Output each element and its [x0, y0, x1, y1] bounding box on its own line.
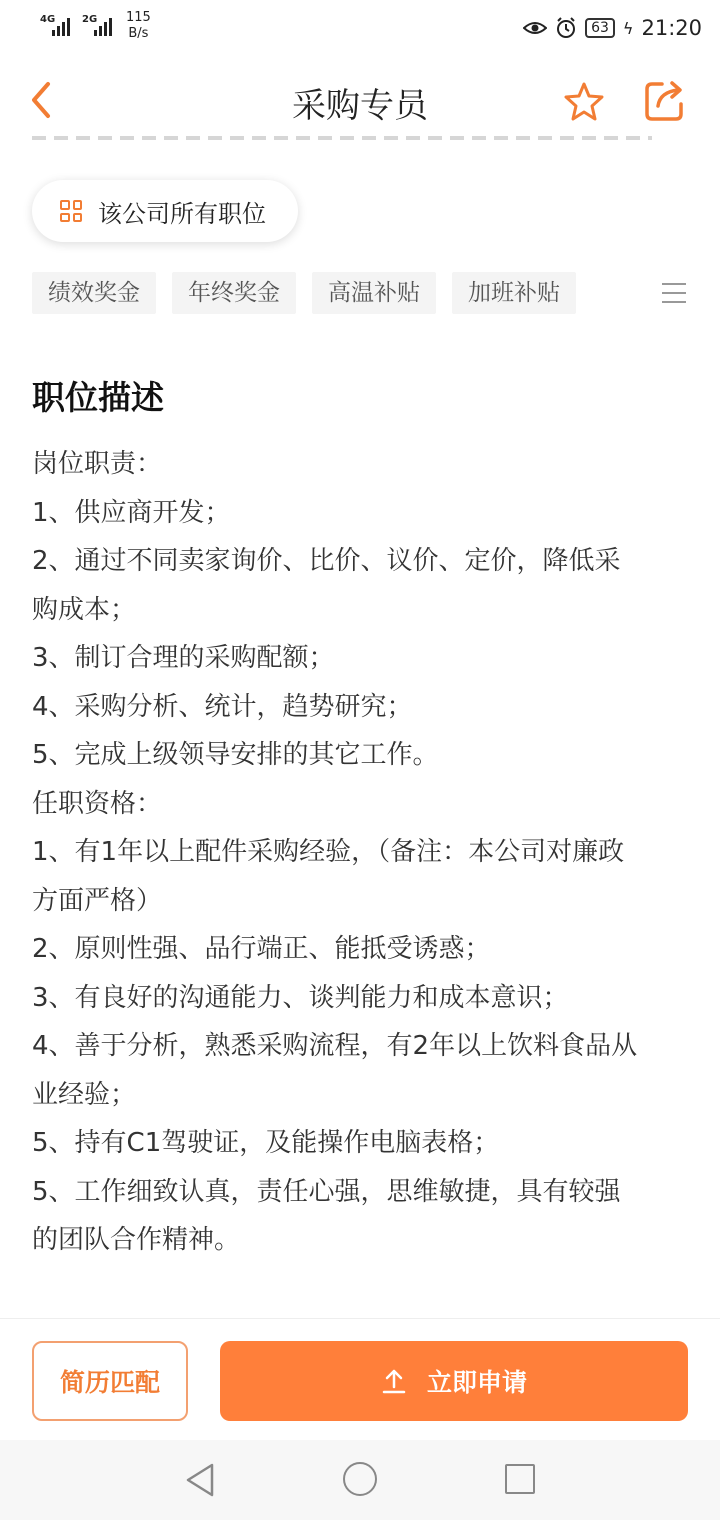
description-line: 4、采购分析、统计，趋势研究； — [32, 691, 413, 722]
description-line: 的团队合作精神。 — [32, 1225, 241, 1255]
nav-back-icon[interactable] — [184, 1462, 216, 1498]
benefit-tag: 加班补贴 — [452, 272, 576, 314]
apply-now-button[interactable] — [220, 1341, 688, 1421]
apply-now-label: 立即申请 — [426, 1368, 527, 1397]
nav-home-icon[interactable] — [343, 1462, 377, 1496]
description-line: 岗位职责： — [32, 449, 163, 479]
description-line: 5、持有C1驾驶证，及能操作电脑表格； — [32, 1128, 500, 1158]
description-line: 2、通过不同卖家询价、比价、议价、定价，降低采 — [32, 546, 621, 576]
all-company-jobs-label: 该公司所有职位 — [98, 199, 266, 228]
benefit-tags — [32, 272, 576, 314]
description-line: 2、原则性强、品行端正、能抵受诱惑； — [32, 934, 491, 964]
upload-icon — [381, 1367, 407, 1395]
clock: 21:20 — [641, 16, 702, 40]
benefit-tag: 高温补贴 — [312, 272, 436, 314]
description-line: 3、有良好的沟通能力、谈判能力和成本意识； — [32, 982, 569, 1013]
description-line: 5、工作细致认真，责任心强，思维敏捷，具有较强 — [32, 1176, 621, 1207]
job-description — [32, 440, 688, 1265]
description-line: 5、完成上级领导安排的其它工作。 — [32, 740, 439, 770]
star-outline-icon[interactable] — [562, 80, 606, 124]
description-line: 3、制订合理的采购配额； — [32, 643, 335, 673]
description-line: 1、供应商开发； — [32, 497, 231, 528]
description-line: 购成本； — [32, 594, 137, 625]
charging-icon: ϟ — [622, 18, 634, 38]
signal-bars-icon — [52, 16, 70, 36]
status-bar — [0, 0, 720, 56]
benefit-tag: 绩效奖金 — [32, 272, 156, 314]
description-line: 任职资格： — [32, 788, 163, 819]
eye-icon — [523, 20, 547, 36]
page-title: 采购专员 — [292, 86, 428, 126]
description-line: 业经验； — [32, 1079, 137, 1110]
share-icon[interactable] — [642, 78, 688, 124]
description-line: 方面严格） — [32, 885, 163, 916]
net-speed: 115 B/s — [126, 10, 151, 41]
bottom-action-bar — [0, 1318, 720, 1440]
menu-icon[interactable] — [662, 283, 686, 303]
grid-icon — [60, 200, 82, 222]
nav-recent-apps-icon[interactable] — [505, 1464, 535, 1494]
signal-4g-label: 4G — [40, 14, 56, 25]
all-company-jobs-button[interactable] — [32, 180, 298, 242]
battery-indicator: 63 — [585, 18, 615, 38]
benefit-tag: 年终奖金 — [172, 272, 296, 314]
description-line: 4、善于分析，熟悉采购流程，有2年以上饮料食品从 — [32, 1031, 638, 1061]
resume-match-button[interactable]: 简历匹配 — [32, 1341, 188, 1421]
section-title: 职位描述 — [32, 378, 164, 417]
signal-bars-icon — [94, 16, 112, 36]
alarm-icon — [555, 17, 577, 39]
scrolled-content-fragment — [32, 122, 652, 144]
signal-2g-label: 2G — [82, 14, 98, 25]
system-nav-bar — [0, 1440, 720, 1520]
description-line: 1、有1年以上配件采购经验，（备注：本公司对廉政 — [32, 837, 625, 867]
